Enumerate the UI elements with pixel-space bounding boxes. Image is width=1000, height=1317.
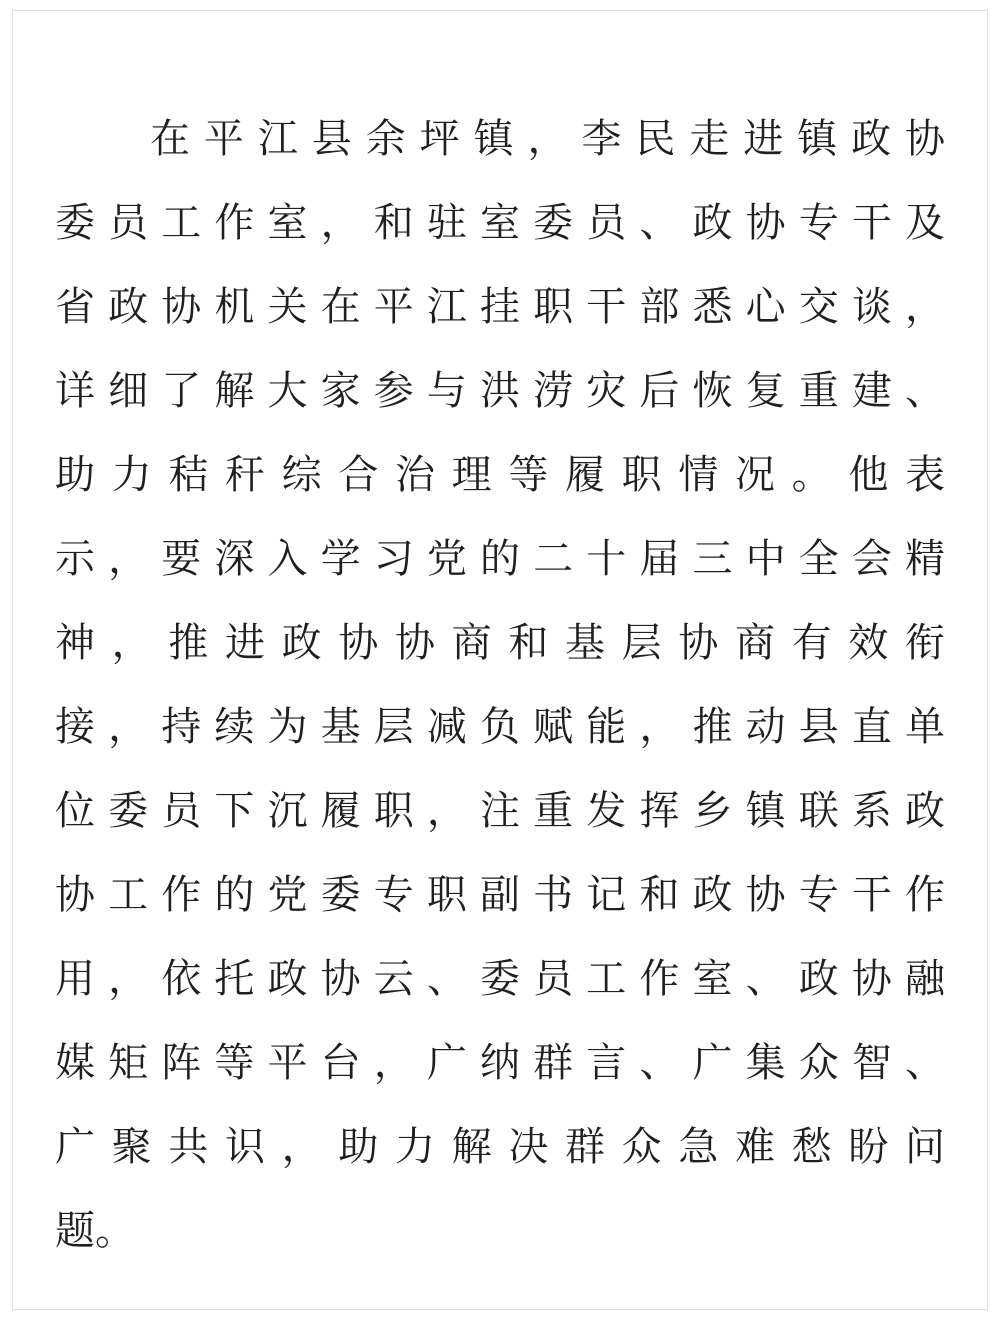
paragraph-line-10: 协工作的党委专职副书记和政协专干作 (55, 872, 945, 918)
paragraph-line-9: 位委员下沉履职，注重发挥乡镇联系政 (55, 788, 945, 834)
paragraph-line-7: 神，推进政协协商和基层协商有效衔 (55, 620, 945, 666)
paragraph-line-8: 接，持续为基层减负赋能，推动县直单 (55, 704, 945, 750)
paragraph-line-6: 示，要深入学习党的二十届三中全会精 (55, 536, 945, 582)
paragraph-line-2: 委员工作室，和驻室委员、政协专干及 (55, 200, 945, 246)
paragraph-line-3: 省政协机关在平江挂职干部悉心交谈， (55, 284, 945, 330)
article-paragraph (55, 97, 945, 1273)
paragraph-line-5: 助力秸秆综合治理等履职情况。他表 (55, 452, 945, 498)
paragraph-line-12: 媒矩阵等平台，广纳群言、广集众智、 (55, 1040, 945, 1086)
paragraph-line-14: 题。 (55, 1208, 135, 1254)
paragraph-line-1: 在平江县余坪镇，李民走进镇政协 (150, 116, 945, 162)
paragraph-line-11: 用，依托政协云、委员工作室、政协融 (55, 956, 945, 1002)
paragraph-line-13: 广聚共识，助力解决群众急难愁盼问 (55, 1124, 945, 1170)
paragraph-line-4: 详细了解大家参与洪涝灾后恢复重建、 (55, 368, 945, 414)
